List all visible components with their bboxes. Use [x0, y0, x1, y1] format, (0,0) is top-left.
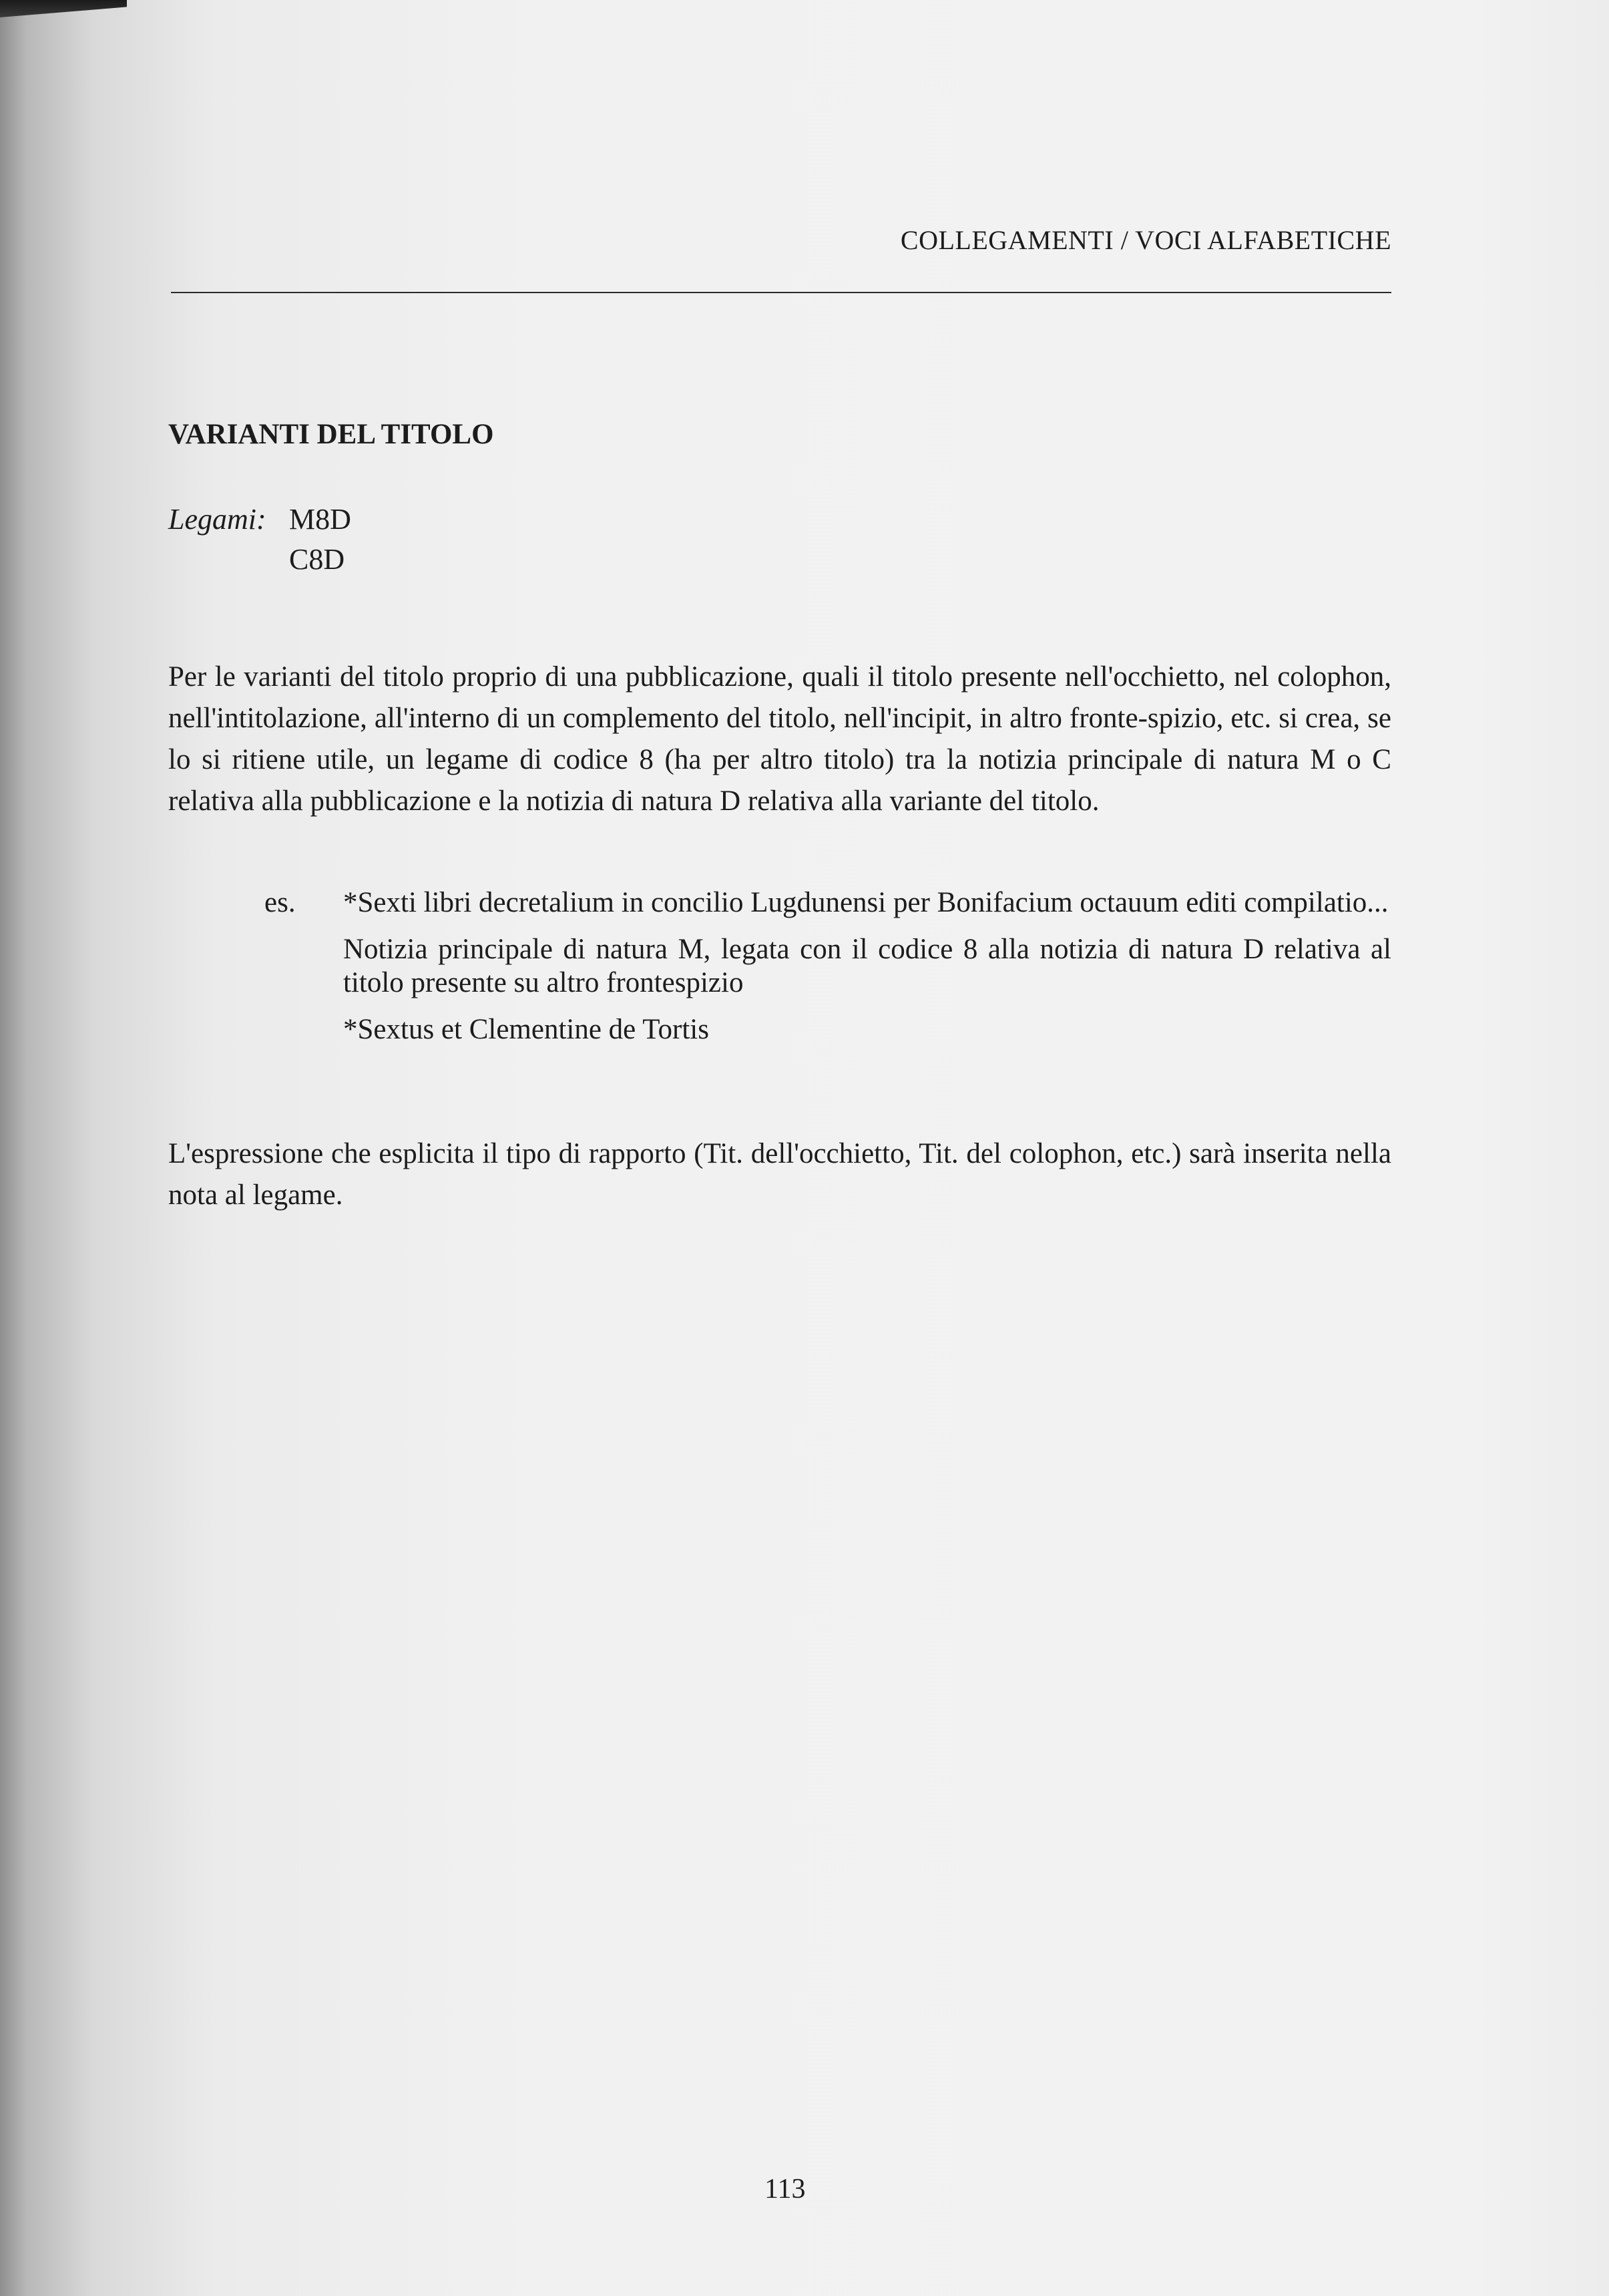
link-code-m8d: M8D [289, 503, 351, 536]
paragraph-note: L'espressione che esplicita il tipo di rapporto (Tit. dell'occhietto, Tit. del colophon, etc.) sarà inserita nella nota al legame. [168, 1138, 1391, 1211]
paragraph-intro: Per le varianti del titolo proprio di una pubblicazione, quali il titolo presente nell'occhietto, nel colophon, nell'intitolazione, all'interno di un complemento del titolo, nell'incipit, in altro fronte-spizio, etc. si crea, se lo si ritiene utile, un legame di codice 8 (ha per altro titolo) tra la notizia principale di natura M o C relativa alla pubblicazione e la notizia di natura D relativa alla variante del titolo. [168, 661, 1391, 817]
page-corner-shadow [0, 0, 127, 17]
example-label: es. [264, 887, 296, 918]
example-block [264, 886, 1391, 1060]
link-code-c8d: C8D [289, 543, 345, 576]
running-head: COLLEGAMENTI / VOCI ALFABETICHE [900, 225, 1391, 255]
links-label: Legami: [168, 503, 266, 536]
header-rule [171, 292, 1391, 293]
example-body [343, 886, 1391, 1046]
section-title: VARIANTI DEL TITOLO [168, 419, 494, 450]
page-number: 113 [764, 2174, 806, 2205]
links-block [168, 500, 351, 580]
links-codes [289, 500, 351, 580]
example-title-variant: *Sextus et Clementine de Tortis [343, 1014, 709, 1045]
example-explanation: Notizia principale di natura M, legata con il codice 8 alla notizia di natura D relativa al titolo presente su altro frontespizio [343, 934, 1391, 998]
example-title-main: *Sexti libri decretalium in concilio Lugdunensi per Bonifacium octauum editi compilatio... [343, 887, 1389, 918]
